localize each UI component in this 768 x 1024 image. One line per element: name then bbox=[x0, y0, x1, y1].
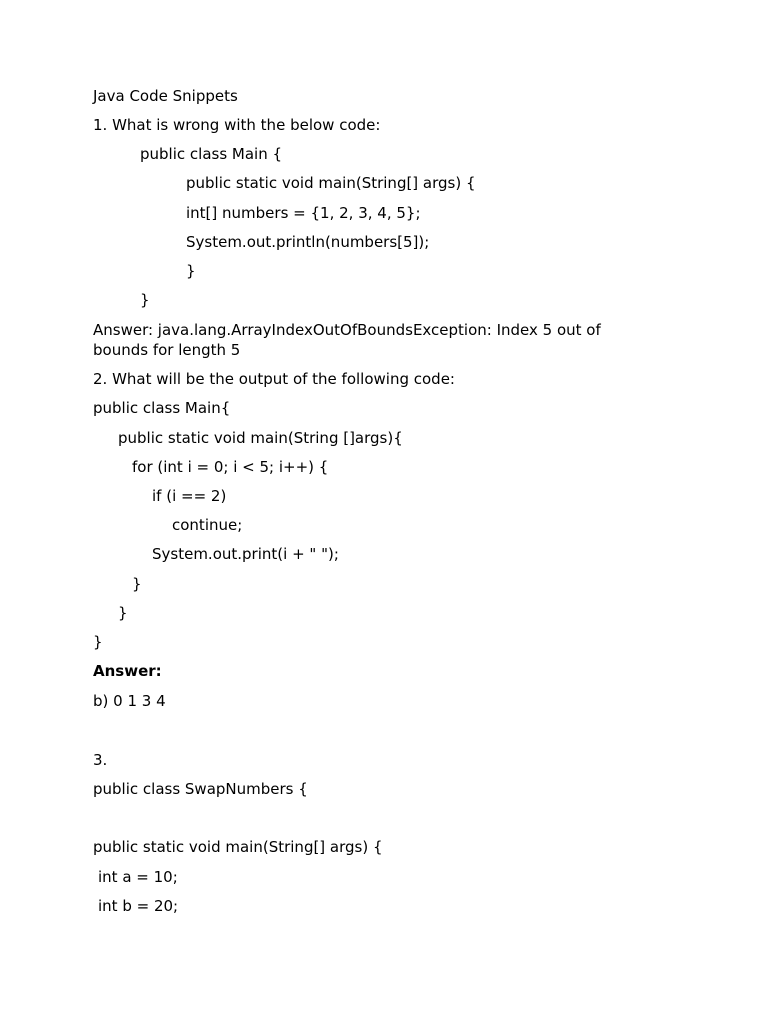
code-line: for (int i = 0; i < 5; i++) { bbox=[132, 458, 329, 476]
code-line: int a = 10; bbox=[98, 868, 178, 886]
answer-2: b) 0 1 3 4 bbox=[93, 692, 166, 710]
question-1: 1. What is wrong with the below code: bbox=[93, 116, 381, 134]
code-line: int[] numbers = {1, 2, 3, 4, 5}; bbox=[186, 204, 421, 222]
code-line: int b = 20; bbox=[98, 897, 179, 915]
code-line: System.out.println(numbers[5]); bbox=[186, 233, 430, 251]
document-title: Java Code Snippets bbox=[93, 87, 238, 105]
code-line: public class Main { bbox=[140, 145, 283, 163]
code-line: public static void main(String[] args) { bbox=[93, 838, 383, 856]
code-line: } bbox=[132, 575, 142, 593]
code-line: } bbox=[118, 604, 128, 622]
question-3-number: 3. bbox=[93, 751, 108, 769]
code-line: continue; bbox=[172, 516, 243, 534]
code-line: public static void main(String[] args) { bbox=[186, 174, 476, 192]
code-line: public class Main{ bbox=[93, 399, 231, 417]
code-line: } bbox=[186, 262, 196, 280]
code-line: } bbox=[140, 291, 150, 309]
code-line: public static void main(String []args){ bbox=[118, 429, 403, 447]
code-line: } bbox=[93, 633, 103, 651]
answer-1: Answer: java.lang.ArrayIndexOutOfBoundsException: Index 5 out of bounds for length 5 bbox=[93, 321, 601, 359]
question-2: 2. What will be the output of the following code: bbox=[93, 370, 455, 388]
code-line: System.out.print(i + " "); bbox=[152, 545, 339, 563]
answer-2-label: Answer: bbox=[93, 662, 162, 680]
code-line: public class SwapNumbers { bbox=[93, 780, 308, 798]
code-line: if (i == 2) bbox=[152, 487, 227, 505]
